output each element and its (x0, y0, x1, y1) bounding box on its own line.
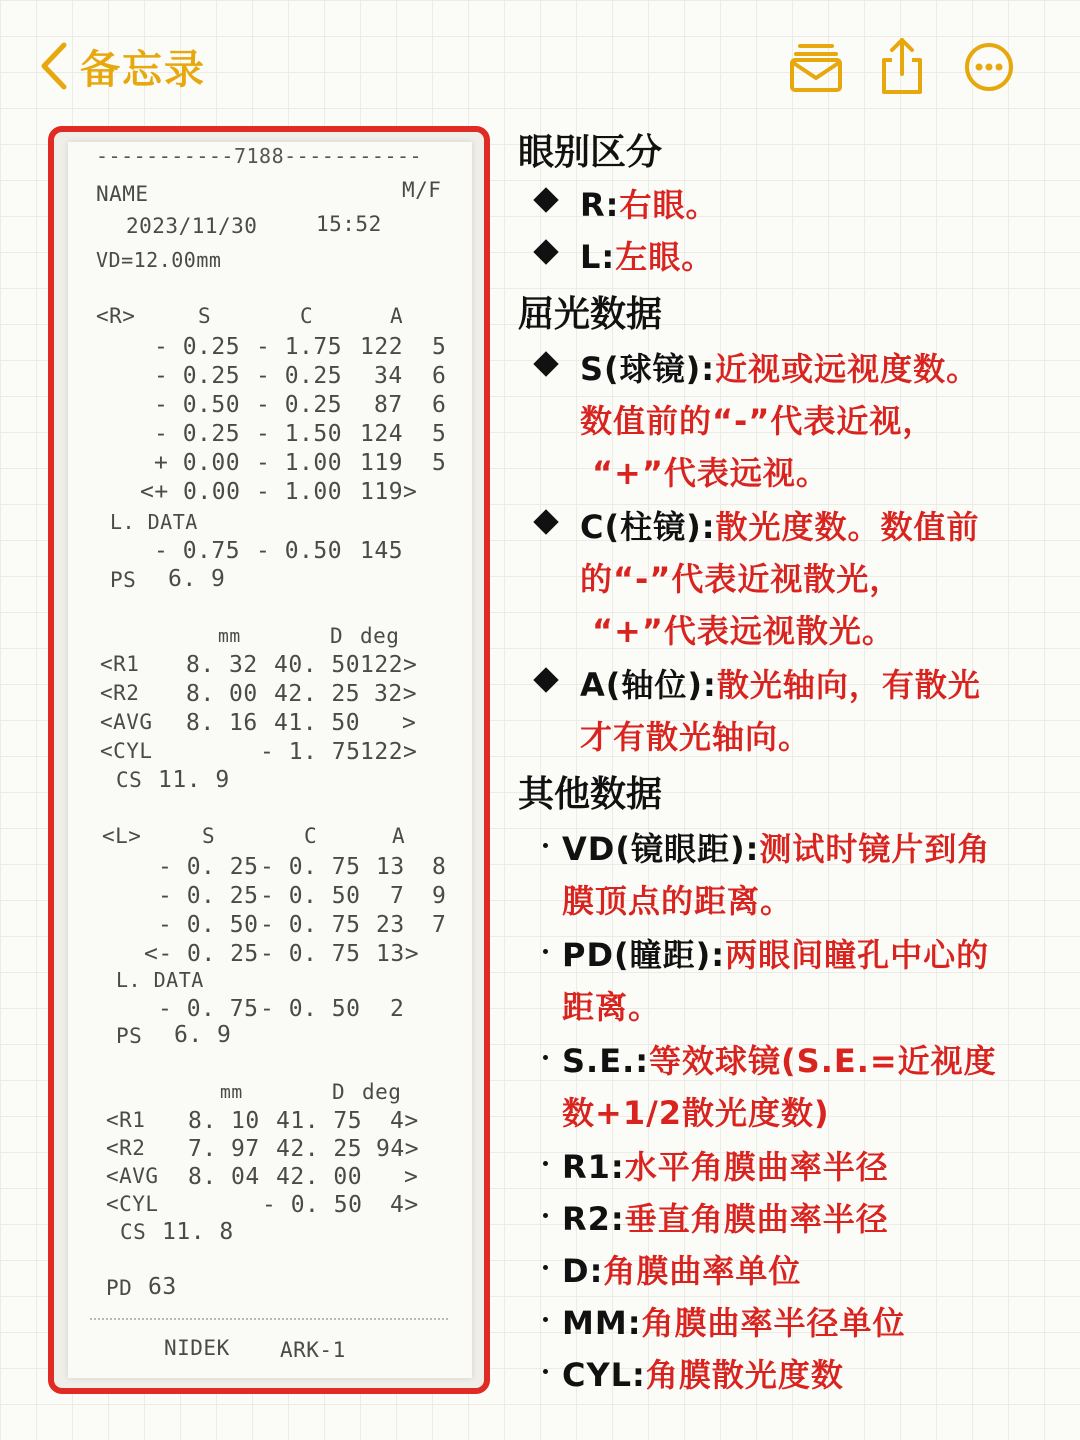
s-value: - 0.25 (154, 334, 241, 360)
a-value: 13 (376, 854, 405, 880)
kerato-d: 42. 25 (274, 681, 361, 707)
s-value: - 0.25 (154, 421, 241, 447)
c-value: - 1.00 (256, 479, 343, 505)
kerato-deg: 122> (360, 739, 418, 765)
description: 左眼。 (615, 238, 715, 276)
kerato-d: - 0. 50 (262, 1192, 363, 1218)
diamond-bullet-icon (533, 351, 558, 376)
more-icon (962, 36, 1016, 96)
description-line: 距离。 (562, 988, 662, 1026)
kerato-mm: 8. 16 (186, 710, 258, 736)
confidence-value: 5 (432, 421, 447, 447)
description-line: 数+1/2散光度数) (562, 1094, 830, 1132)
kerato-header: deg (362, 1080, 402, 1104)
diamond-bullet-icon (533, 667, 558, 692)
term: R: (580, 186, 620, 224)
kerato-mm: 8. 10 (188, 1108, 260, 1134)
kerato-deg: 4> (390, 1192, 419, 1218)
name-label: NAME (96, 182, 149, 206)
kerato-mm: 8. 00 (186, 681, 258, 707)
ps-value: 6. 9 (174, 1022, 232, 1048)
receipt-time: 15:52 (316, 212, 382, 236)
a-value: 87 (374, 392, 403, 418)
receipt-image-frame[interactable] (48, 126, 490, 1394)
kerato-d: - 1. 75 (260, 739, 361, 765)
diamond-bullet-icon (533, 239, 558, 264)
c-value: - 0.25 (256, 363, 343, 389)
more-button[interactable] (962, 36, 1016, 96)
list-item (562, 1036, 997, 1082)
share-icon (874, 36, 930, 96)
kerato-deg: 4> (390, 1108, 419, 1134)
description: 角膜曲率单位 (603, 1252, 802, 1290)
s-value: <+ 0.00 (140, 479, 241, 505)
description: 等效球镜(S.E.=近视度 (649, 1042, 997, 1080)
description: 散光度数。数值前 (715, 508, 980, 546)
kerato-label: <R1 (100, 652, 140, 676)
list-item (562, 824, 990, 870)
description: 垂直角膜曲率半径 (624, 1200, 889, 1238)
dot-bullet-icon (543, 1369, 548, 1374)
kerato-d: 42. 00 (276, 1164, 363, 1190)
l-data-s: - 0.75 (154, 538, 241, 564)
dot-bullet-icon (543, 949, 548, 954)
description-line: “+”代表远视。 (592, 454, 829, 492)
confidence-value: 5 (432, 334, 447, 360)
term: PD(瞳距): (562, 936, 726, 974)
description-line: 才有散光轴向。 (580, 718, 812, 756)
list-item (562, 1350, 844, 1396)
l-data-c: - 0.50 (256, 538, 343, 564)
s-value: - 0.25 (154, 363, 241, 389)
description: 角膜散光度数 (645, 1356, 844, 1394)
l-data-label: L. DATA (110, 510, 198, 534)
section-title: 其他数据 (518, 774, 663, 815)
a-value: 119 (360, 450, 404, 476)
share-button[interactable] (874, 36, 930, 96)
description: 水平角膜曲率半径 (624, 1148, 889, 1186)
envelope-stack-icon (788, 36, 844, 96)
term: C(柱镜): (580, 508, 716, 546)
kerato-d: 41. 50 (274, 710, 361, 736)
kerato-header: D (330, 624, 344, 648)
term: R1: (562, 1148, 625, 1186)
back-button[interactable] (38, 38, 206, 94)
pd-value: 63 (148, 1274, 177, 1300)
term: S(球镜): (580, 350, 716, 388)
kerato-label: <CYL (100, 739, 153, 763)
list-item (562, 930, 989, 976)
dot-bullet-icon (543, 1265, 548, 1270)
list-item (562, 1194, 889, 1240)
c-value: - 0. 50 (260, 883, 361, 909)
a-value: 122 (360, 334, 404, 360)
c-value: - 1.00 (256, 450, 343, 476)
a-value: 124 (360, 421, 404, 447)
confidence-value: 5 (432, 450, 447, 476)
kerato-deg: 32> (374, 681, 418, 707)
col-header: <R> (96, 304, 136, 328)
receipt-number: -----------7188----------- (96, 144, 423, 168)
kerato-label: <AVG (106, 1164, 159, 1188)
description-line: 数值前的“-”代表近视， (580, 402, 936, 440)
c-value: - 0.25 (256, 392, 343, 418)
col-header: C (304, 824, 318, 848)
dot-bullet-icon (543, 1161, 548, 1166)
confidence-value: 8 (432, 854, 447, 880)
l-data-label: L. DATA (116, 968, 204, 992)
section-title: 屈光数据 (518, 294, 663, 335)
confidence-value: 9 (432, 883, 447, 909)
kerato-header: D (332, 1080, 346, 1104)
kerato-label: <R2 (106, 1136, 146, 1160)
term: A(轴位): (580, 666, 717, 704)
ps-label: PS (116, 1024, 143, 1048)
description: 角膜曲率半径单位 (641, 1304, 906, 1342)
diamond-bullet-icon (533, 187, 558, 212)
kerato-header: deg (360, 624, 400, 648)
list-item (562, 1142, 889, 1188)
kerato-mm: 8. 32 (186, 652, 258, 678)
kerato-deg: > (404, 1164, 419, 1190)
c-value: - 1.50 (256, 421, 343, 447)
s-value: - 0. 25 (158, 854, 259, 880)
a-value: 34 (374, 363, 403, 389)
dot-bullet-icon (543, 1213, 548, 1218)
list-item (562, 1298, 906, 1344)
col-header: S (198, 304, 212, 328)
col-header: A (390, 304, 404, 328)
cs-label: CS (116, 768, 143, 792)
a-value: 119> (360, 479, 418, 505)
kerato-deg: > (402, 710, 417, 736)
ps-label: PS (110, 568, 137, 592)
kerato-deg: 94> (376, 1136, 420, 1162)
diamond-bullet-icon (533, 509, 558, 534)
kerato-label: <CYL (106, 1192, 159, 1216)
l-data-a: 2 (390, 996, 405, 1022)
cs-value: 11. 9 (158, 767, 230, 793)
dot-bullet-icon (543, 1317, 548, 1322)
c-value: - 0. 75 (260, 912, 361, 938)
kerato-label: <R1 (106, 1108, 146, 1132)
term: VD(镜眼距): (562, 830, 760, 868)
nav-bar (0, 0, 1080, 130)
list-item (562, 1246, 801, 1292)
col-header: <L> (102, 824, 142, 848)
list-item (580, 344, 979, 390)
a-value: 13> (376, 941, 420, 967)
receipt-date: 2023/11/30 (126, 214, 258, 238)
back-chevron-icon (38, 41, 70, 91)
vd-value: VD=12.00mm (96, 248, 222, 272)
description: 右眼。 (619, 186, 719, 224)
ps-value: 6. 9 (168, 566, 226, 592)
s-value: - 0. 50 (158, 912, 259, 938)
description-line: “+”代表远视散光。 (592, 612, 895, 650)
l-data-c: - 0. 50 (260, 996, 361, 1022)
model-name: ARK-1 (280, 1338, 346, 1362)
kerato-d: 40. 50 (274, 652, 361, 678)
kerato-d: 41. 75 (276, 1108, 363, 1134)
kerato-label: <AVG (100, 710, 153, 734)
s-value: - 0.50 (154, 392, 241, 418)
a-value: 23 (376, 912, 405, 938)
back-label: 备忘录 (80, 46, 206, 93)
description: 散光轴向，有散光 (716, 666, 981, 704)
s-value: - 0. 25 (158, 883, 259, 909)
col-header: S (202, 824, 216, 848)
dot-bullet-icon (543, 1055, 548, 1060)
confidence-value: 6 (432, 392, 447, 418)
s-value: <- 0. 25 (144, 941, 259, 967)
dot-bullet-icon (543, 843, 548, 848)
list-item (580, 180, 718, 226)
list-item (580, 232, 714, 278)
description-line: 膜顶点的距离。 (562, 882, 794, 920)
c-value: - 0. 75 (260, 941, 361, 967)
term: D: (562, 1252, 604, 1290)
c-value: - 1.75 (256, 334, 343, 360)
description: 两眼间瞳孔中心的 (725, 936, 990, 974)
cs-label: CS (120, 1220, 147, 1244)
confidence-value: 6 (432, 363, 447, 389)
col-header: A (392, 824, 406, 848)
l-data-a: 145 (360, 538, 404, 564)
refraction-receipt (68, 142, 472, 1378)
term: CYL: (562, 1356, 646, 1394)
description: 近视或远视度数。 (715, 350, 980, 388)
description: 测试时镜片到角 (759, 830, 991, 868)
receipt-divider (90, 1318, 448, 1320)
l-data-s: - 0. 75 (158, 996, 259, 1022)
kerato-header: mm (218, 626, 241, 647)
col-header: C (300, 304, 314, 328)
envelope-stack-button[interactable] (788, 36, 844, 96)
term: R2: (562, 1200, 625, 1238)
term: L: (580, 238, 616, 276)
brand-name: NIDEK (164, 1336, 230, 1360)
cs-value: 11. 8 (162, 1219, 234, 1245)
list-item (580, 502, 980, 548)
term: S.E.: (562, 1042, 650, 1080)
mf-label: M/F (402, 178, 442, 202)
c-value: - 0. 75 (260, 854, 361, 880)
list-item (580, 660, 981, 706)
kerato-mm: 8. 04 (188, 1164, 260, 1190)
confidence-value: 7 (432, 912, 447, 938)
kerato-header: mm (220, 1082, 243, 1103)
kerato-mm: 7. 97 (188, 1136, 260, 1162)
kerato-label: <R2 (100, 681, 140, 705)
section-title: 眼别区分 (518, 132, 663, 173)
pd-label: PD (106, 1276, 133, 1300)
term: MM: (562, 1304, 642, 1342)
s-value: + 0.00 (154, 450, 241, 476)
kerato-d: 42. 25 (276, 1136, 363, 1162)
a-value: 7 (390, 883, 405, 909)
description-line: 的“-”代表近视散光， (580, 560, 903, 598)
kerato-deg: 122> (360, 652, 418, 678)
